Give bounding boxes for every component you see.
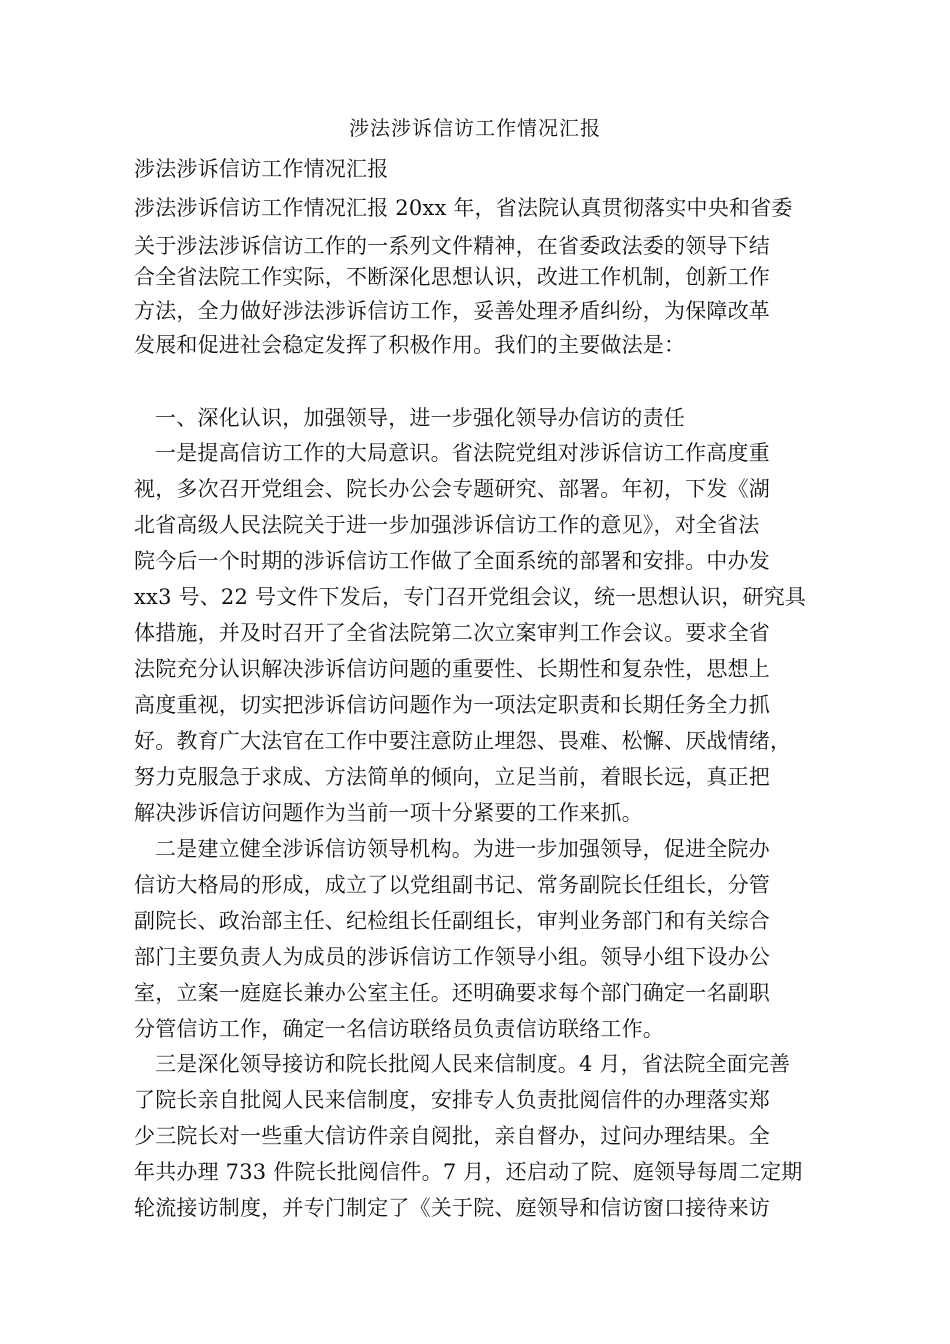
body-line: 合全省法院工作实际，不断深化思想认识，改进工作机制，创新工作 bbox=[134, 265, 770, 289]
body-line: 部门主要负责人为成员的涉诉信访工作领导小组。领导小组下设办公 bbox=[134, 945, 770, 969]
body-line: 室，立案一庭庭长兼办公室主任。还明确要求每个部门确定一名副职 bbox=[134, 981, 770, 1005]
body-line: 努力克服急于求成、方法简单的倾向，立足当前，着眼长远，真正把 bbox=[134, 765, 770, 789]
body-line: 分管信访工作，确定一名信访联络员负责信访联络工作。 bbox=[134, 1017, 664, 1041]
body-line: 涉法涉诉信访工作情况汇报 bbox=[134, 157, 389, 181]
body-line: 信访大格局的形成，成立了以党组副书记、常务副院长任组长，分管 bbox=[134, 873, 770, 897]
body-line: xx3 号、22 号文件下发后，专门召开党组会议，统一思想认识，研究具 bbox=[134, 585, 807, 609]
body-line: 视，多次召开党组会、院长办公会专题研究、部署。年初，下发《湖 bbox=[134, 477, 770, 501]
body-line: 关于涉法涉诉信访工作的一系列文件精神，在省委政法委的领导下结 bbox=[134, 234, 770, 258]
body-line: 方法，全力做好涉法涉诉信访工作，妥善处理矛盾纠纷，为保障改革 bbox=[134, 299, 770, 323]
body-line: 北省高级人民法院关于进一步加强涉诉信访工作的意见》，对全省法 bbox=[134, 513, 760, 537]
document-title: 涉法涉诉信访工作情况汇报 bbox=[349, 116, 601, 140]
body-line: 好。教育广大法官在工作中要注意防止埋怨、畏难、松懈、厌战情绪， bbox=[134, 729, 792, 753]
body-line: 院今后一个时期的涉诉信访工作做了全面系统的部署和安排。中办发 bbox=[134, 549, 770, 573]
body-line: 三是深化领导接访和院长批阅人民来信制度。4 月，省法院全面完善 bbox=[155, 1052, 791, 1076]
body-line: 体措施，并及时召开了全省法院第二次立案审判工作会议。要求全省 bbox=[134, 621, 770, 645]
body-line: 轮流接访制度，并专门制定了《关于院、庭领导和信访窗口接待来访 bbox=[134, 1196, 770, 1220]
body-line: 少三院长对一些重大信访件亲自阅批，亲自督办，过问办理结果。全 bbox=[134, 1124, 770, 1148]
section-heading: 一、深化认识，加强领导，进一步强化领导办信访的责任 bbox=[155, 406, 685, 430]
body-line: 高度重视，切实把涉诉信访问题作为一项法定职责和长期任务全力抓 bbox=[134, 693, 770, 717]
body-line: 二是建立健全涉诉信访领导机构。为进一步加强领导，促进全院办 bbox=[155, 837, 770, 861]
body-line: 法院充分认识解决涉诉信访问题的重要性、长期性和复杂性，思想上 bbox=[134, 657, 770, 681]
body-line: 发展和促进社会稳定发挥了积极作用。我们的主要做法是： bbox=[134, 333, 686, 357]
body-line: 涉法涉诉信访工作情况汇报 20xx 年，省法院认真贯彻落实中央和省委 bbox=[134, 196, 793, 220]
body-line: 解决涉诉信访问题作为当前一项十分紧要的工作来抓。 bbox=[134, 801, 643, 825]
body-line: 年共办理 733 件院长批阅信件。7 月，还启动了院、庭领导每周二定期 bbox=[134, 1160, 803, 1184]
body-line: 一是提高信访工作的大局意识。省法院党组对涉诉信访工作高度重 bbox=[155, 441, 770, 465]
body-line: 了院长亲自批阅人民来信制度，安排专人负责批阅信件的办理落实郑 bbox=[134, 1088, 770, 1112]
body-line: 副院长、政治部主任、纪检组长任副组长，审判业务部门和有关综合 bbox=[134, 909, 770, 933]
